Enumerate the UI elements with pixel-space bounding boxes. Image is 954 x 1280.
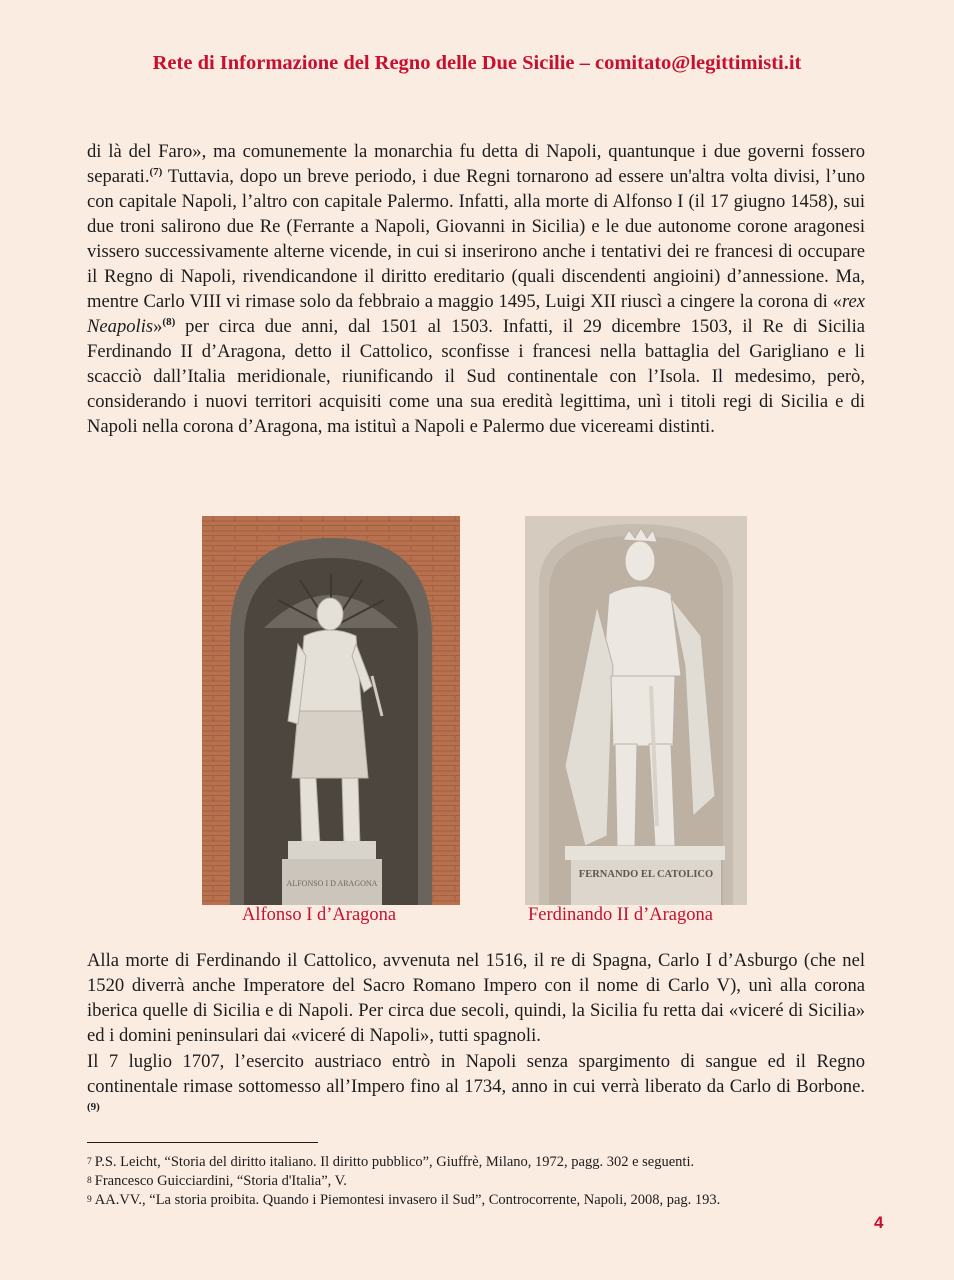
page-header: Rete di Informazione del Regno delle Due Sicilie – comitato@legittimisti.it: [152, 52, 802, 74]
page-number: 4: [874, 1213, 884, 1232]
p3-text: Il 7 luglio 1707, l’esercito austriaco entrò in Napoli senza spargimento di sangue ed il Regno continentale rimase sottomesso all’Impero fino al 1734, anno in cui verrà liberato da Carlo di Borbone.: [87, 1051, 865, 1097]
footnote-text: Francesco Guicciardini, “Storia d'Italia”, V.: [94, 1173, 347, 1189]
footnote-ref-8[interactable]: (8): [162, 316, 176, 328]
statue-alfonso-illustration: [202, 516, 460, 905]
p1-text-c: »: [153, 316, 163, 337]
p1-text-b: Tuttavia, dopo un breve periodo, i due Regni tornarono ad essere un'altra volta divisi, l’uno con capitale Napoli, l’altro con capitale Palermo. Infatti, alla morte di Alfonso I (il 17 giugno 1458), sui due troni salirono due Re (Ferrante a Napoli, Giovanni in Sicilia) e le due autonome corone aragonesi vissero successivamente alterne vicende, in cui si inserirono anche i tentativi dei re francesi di occupare il Regno di Napoli, rivendicandone il diritto ereditario (quali discendenti angioini) d’annessione. Ma, mentre Carlo VIII vi rimase solo da febbraio a maggio 1495, Luigi XII riuscì a cingere la corona di «: [87, 166, 865, 312]
p1-italic-rex-neapolis: rex Neapolis: [87, 291, 865, 337]
footnote-number: 7: [87, 1157, 92, 1167]
footnote-7: [87, 1153, 694, 1171]
body-paragraph-3: [87, 1049, 865, 1124]
pedestal-inscription-ferdinando: FERNANDO EL CATOLICO: [578, 869, 714, 880]
body-paragraph-1: [87, 139, 865, 439]
p1-text-d: per circa due anni, dal 1501 al 1503. Infatti, il 29 dicembre 1503, il Re di Sicilia Ferdinando II d’Aragona, detto il Cattolico, sconfisse i francesi nella battaglia del Garigliano e li scacciò dall’Italia meridionale, riunificando il Sud continentale con l’Isola. Il medesimo, però, considerando i nuovi territori acquisiti come una sua eredità legittima, unì i titoli regi di Sicilia e di Napoli nella corona d’Aragona, ma istituì a Napoli e Palermo due vicereami distinti.: [87, 316, 865, 437]
body-paragraph-2: Alla morte di Ferdinando il Cattolico, avvenuta nel 1516, il re di Spagna, Carlo I d’Asburgo (che nel 1520 diverrà anche Imperatore del Sacro Romano Impero con il nome di Carlo V), unì alla corona iberica quelle di Sicilia e di Napoli. Per circa due secoli, quindi, la Sicilia fu retta dai «viceré di Sicilia» ed i domini peninsulari dai «viceré di Napoli», tutti spagnoli.: [87, 950, 865, 1046]
statue-ferdinando-illustration: [525, 516, 747, 905]
footnote-ref-7[interactable]: (7): [149, 166, 163, 178]
footnote-number: 8: [87, 1176, 92, 1186]
p1-text-a: di là del Faro», ma comunemente la monarchia fu detta di Napoli, quantunque i due governi fossero separati.: [87, 141, 865, 187]
footnote-9: [87, 1191, 720, 1209]
figure-caption-alfonso: Alfonso I d’Aragona: [242, 905, 397, 925]
figure-caption-ferdinando: Ferdinando II d’Aragona: [528, 905, 713, 925]
footnote-separator: [87, 1142, 318, 1143]
footnote-8: [87, 1172, 347, 1190]
footnote-ref-9[interactable]: (9): [87, 1101, 100, 1113]
pedestal-inscription-alfonso: ALFONSO I D ARAGONA: [286, 879, 378, 888]
footnote-text: AA.VV., “La storia proibita. Quando i Piemontesi invasero il Sud”, Controcorrente, Napoli, 2008, pag. 193.: [94, 1192, 721, 1208]
footnote-number: 9: [87, 1195, 92, 1205]
statue-photo-alfonso: [202, 516, 460, 905]
statue-photo-ferdinando: [525, 516, 747, 905]
footnote-text: P.S. Leicht, “Storia del diritto italiano. Il diritto pubblico”, Giuffrè, Milano, 1972, pagg. 302 e seguenti.: [94, 1154, 695, 1170]
